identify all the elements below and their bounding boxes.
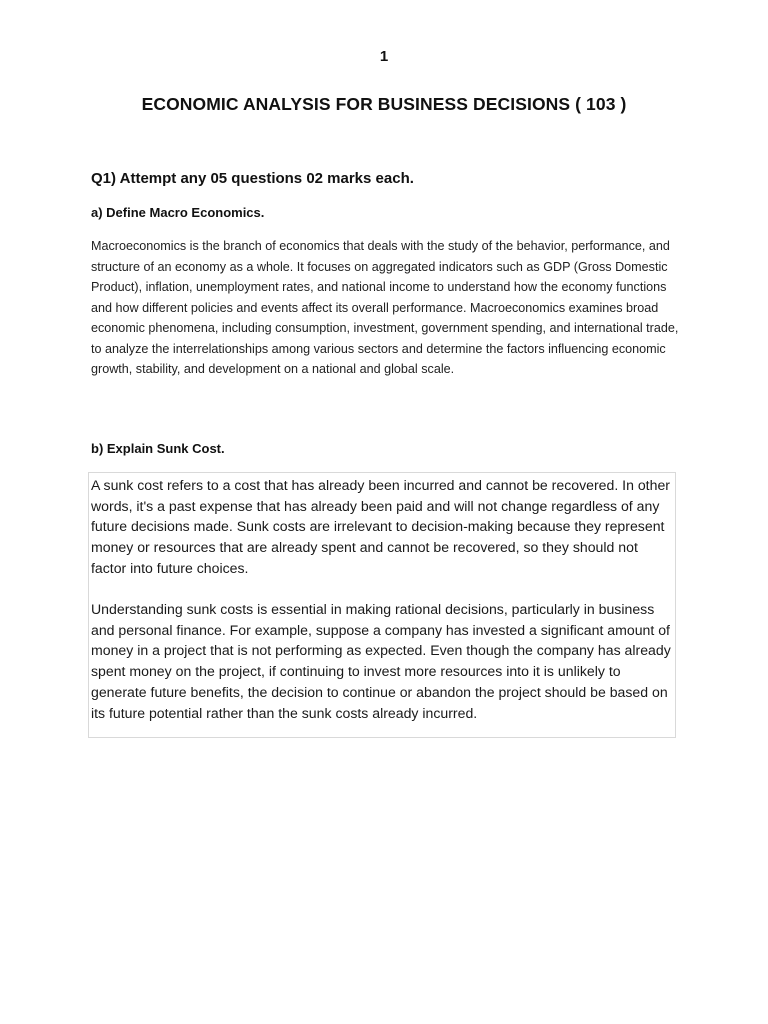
question-b-heading: b) Explain Sunk Cost.: [91, 441, 225, 456]
question-b-paragraph: Understanding sunk costs is essential in making rational decisions, particularly in business and personal finance. For example, suppose a company has invested a significant amount of money in a project that is not performing as expected. Even though the company has already spent money on the project, if continuing to invest more resources into it is unlikely to generate future benefits, the decision to continue or abandon the project should be based on its future potential rather than the sunk costs already incurred.: [91, 601, 671, 721]
question-a-heading: a) Define Macro Economics.: [91, 205, 265, 220]
page-number: 1: [379, 48, 389, 65]
document-title: ECONOMIC ANALYSIS FOR BUSINESS DECISIONS ( 103 ): [141, 94, 627, 114]
question-b-paragraph: A sunk cost refers to a cost that has already been incurred and cannot be recovered. In other words, it's a past expense that has already been paid and will not change regardless of any future decisions made. Sunk costs are irrelevant to decision-making because they represent money or resources that are already spent and cannot be recovered, so they should not factor into future choices.: [91, 477, 670, 576]
question-a-answer: Macroeconomics is the branch of economics that deals with the study of the behavior, performance, and structure of an economy as a whole. It focuses on aggregated indicators such as GDP (Gross Domestic Product), inflation, unemployment rates, and national income to understand how the economy functions and how different policies and events affect its overall performance. Macroeconomics examines broad economic phenomena, including consumption, investment, government spending, and international trade, to analyze the interrelationships among various sectors and determine the factors influencing economic growth, stability, and development on a national and global scale.: [91, 239, 679, 376]
question-b-answer-box: [88, 472, 676, 738]
section-heading: Q1) Attempt any 05 questions 02 marks each.: [91, 170, 414, 187]
